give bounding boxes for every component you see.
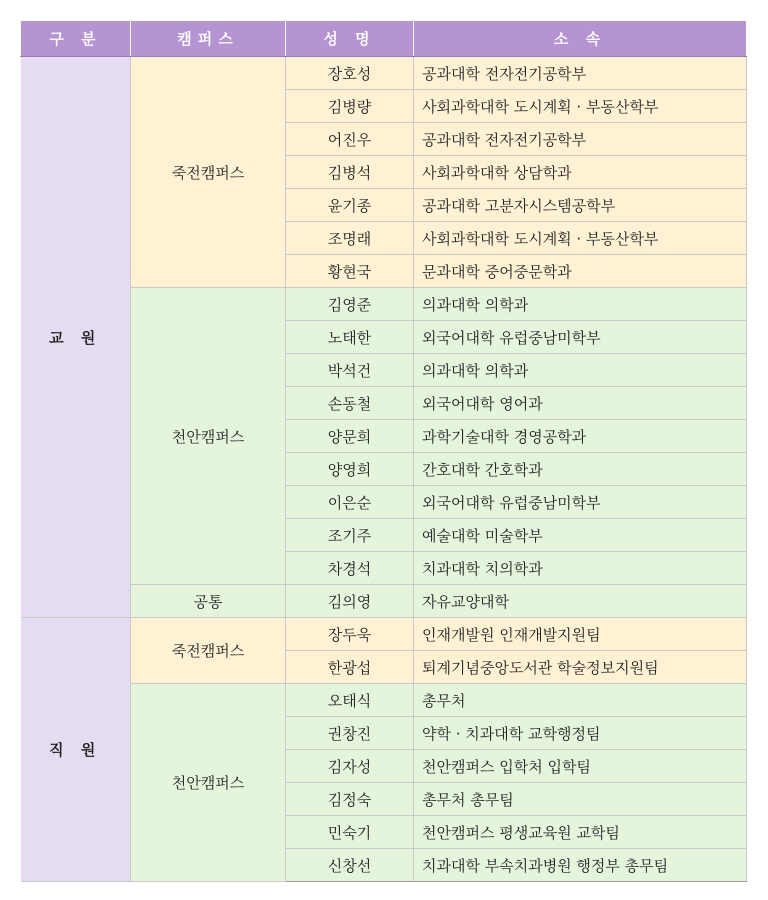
affiliation-cell: 외국어대학 유럽중남미학부: [414, 486, 747, 519]
header-affiliation: 소 속: [414, 21, 747, 57]
staff-table: [20, 20, 747, 882]
person-name-cell: 조기주: [286, 519, 414, 552]
affiliation-cell: 퇴계기념중앙도서관 학술정보지원팀: [414, 651, 747, 684]
table-body: [21, 57, 747, 882]
affiliation-cell: 공과대학 전자전기공학부: [414, 57, 747, 90]
person-name-cell: 김병석: [286, 156, 414, 189]
person-name-cell: 윤기종: [286, 189, 414, 222]
affiliation-cell: 치과대학 부속치과병원 행정부 총무팀: [414, 849, 747, 882]
affiliation-cell: 공과대학 고분자시스템공학부: [414, 189, 747, 222]
affiliation-cell: 예술대학 미술학부: [414, 519, 747, 552]
affiliation-cell: 자유교양대학: [414, 585, 747, 618]
person-name-cell: 김병량: [286, 90, 414, 123]
person-name-cell: 노태한: [286, 321, 414, 354]
person-name-cell: 김자성: [286, 750, 414, 783]
affiliation-cell: 외국어대학 유럽중남미학부: [414, 321, 747, 354]
person-name-cell: 민숙기: [286, 816, 414, 849]
category-cell: 직 원: [21, 618, 131, 882]
table-row: [21, 57, 747, 90]
header-row: [21, 21, 747, 57]
person-name-cell: 장호성: [286, 57, 414, 90]
affiliation-cell: 사회과학대학 도시계획 · 부동산학부: [414, 90, 747, 123]
person-name-cell: 김영준: [286, 288, 414, 321]
table-row: [21, 618, 747, 651]
person-name-cell: 양영희: [286, 453, 414, 486]
affiliation-cell: 과학기술대학 경영공학과: [414, 420, 747, 453]
person-name-cell: 양문희: [286, 420, 414, 453]
person-name-cell: 조명래: [286, 222, 414, 255]
campus-cell: 공통: [131, 585, 286, 618]
person-name-cell: 장두욱: [286, 618, 414, 651]
person-name-cell: 이은순: [286, 486, 414, 519]
affiliation-cell: 문과대학 중어중문학과: [414, 255, 747, 288]
campus-cell: 죽전캠퍼스: [131, 618, 286, 684]
affiliation-cell: 외국어대학 영어과: [414, 387, 747, 420]
category-cell: 교 원: [21, 57, 131, 618]
affiliation-cell: 천안캠퍼스 입학처 입학팀: [414, 750, 747, 783]
affiliation-cell: 사회과학대학 상담학과: [414, 156, 747, 189]
person-name-cell: 차경석: [286, 552, 414, 585]
person-name-cell: 김의영: [286, 585, 414, 618]
person-name-cell: 한광섭: [286, 651, 414, 684]
affiliation-cell: 총무처: [414, 684, 747, 717]
header-campus: 캠퍼스: [131, 21, 286, 57]
person-name-cell: 황현국: [286, 255, 414, 288]
person-name-cell: 김정숙: [286, 783, 414, 816]
person-name-cell: 어진우: [286, 123, 414, 156]
affiliation-cell: 치과대학 치의학과: [414, 552, 747, 585]
person-name-cell: 박석건: [286, 354, 414, 387]
affiliation-cell: 약학 · 치과대학 교학행정팀: [414, 717, 747, 750]
affiliation-cell: 인재개발원 인재개발지원팀: [414, 618, 747, 651]
campus-cell: 천안캠퍼스: [131, 684, 286, 882]
header-category: 구 분: [21, 21, 131, 57]
person-name-cell: 권창진: [286, 717, 414, 750]
affiliation-cell: 의과대학 의학과: [414, 354, 747, 387]
person-name-cell: 신창선: [286, 849, 414, 882]
person-name-cell: 손동철: [286, 387, 414, 420]
affiliation-cell: 총무처 총무팀: [414, 783, 747, 816]
affiliation-cell: 천안캠퍼스 평생교육원 교학팀: [414, 816, 747, 849]
campus-cell: 천안캠퍼스: [131, 288, 286, 585]
affiliation-cell: 간호대학 간호학과: [414, 453, 747, 486]
affiliation-cell: 사회과학대학 도시계획 · 부동산학부: [414, 222, 747, 255]
affiliation-cell: 의과대학 의학과: [414, 288, 747, 321]
campus-cell: 죽전캠퍼스: [131, 57, 286, 288]
affiliation-cell: 공과대학 전자전기공학부: [414, 123, 747, 156]
person-name-cell: 오태식: [286, 684, 414, 717]
header-name: 성 명: [286, 21, 414, 57]
